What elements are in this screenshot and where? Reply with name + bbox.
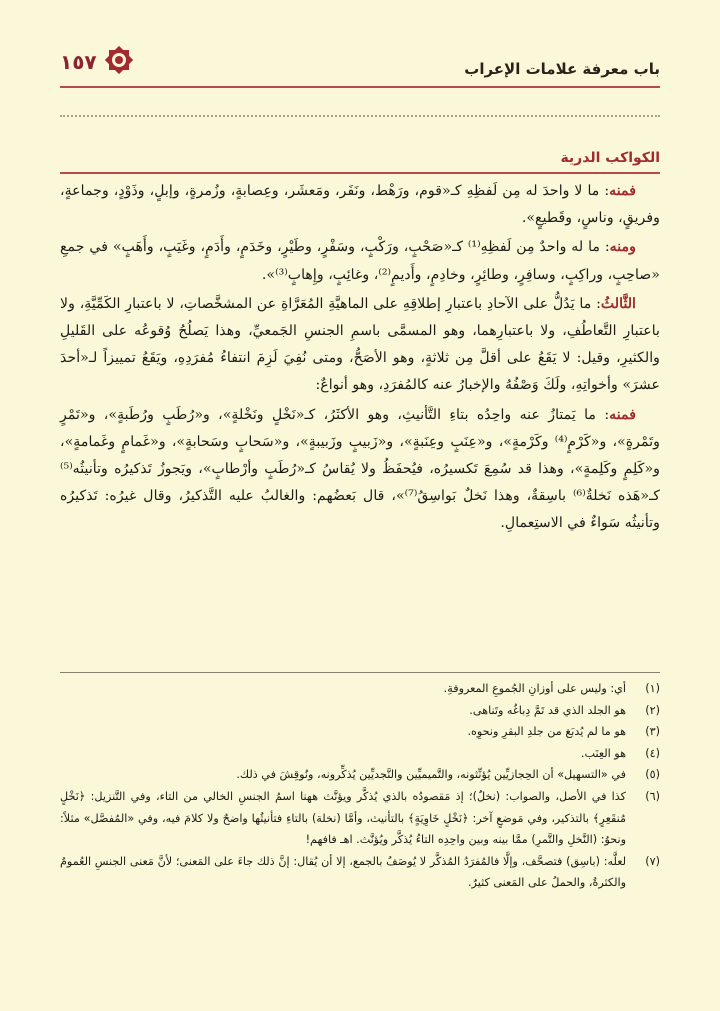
footnote-text: هو ما لم يُدبَغ من جلدِ البقرِ ونحوِه. (467, 725, 626, 739)
footnote-text: هو العِنَب. (580, 746, 626, 760)
footnote-text: أي: وليس على أوزانِ الجُموعِ المعروفةِ. (443, 682, 626, 695)
footnote-2 (60, 700, 660, 722)
footnote-text: لعلَّه: (باسِق) فتصحَّف، وإلَّا فالمُفرَدُ المُذكَّر لا يُوصَفُ بالجمع، إلا أن يُقال: إنَّ ذلك جاءَ على المَعنى؛ لأنَّ مَعنى الجنسِ العُمومُ والكثرةُ، والحملُ على المَعنى كثيرٌ. (60, 854, 626, 890)
paragraph-lead: ومنه (609, 239, 636, 256)
footnote-text: كذا في الأصل، والصواب: (نخلٌ)؛ إذ مَقصودُه بالذي يُذكَّر ويؤنَّث ههنا اسمُ الجنسِ الخالي من التاء، وفي التَّنزيل: ﴿نَخْلٍ مُنقَعِرٍ﴾ بالتذكير، وفي مَوضعٍ آخر: ﴿نَخْلٍ خَاوِيَةٍ﴾ بالتأنيث، وأمَّا (نخلة) بالتاءِ فتأنيثُها واضحٌ ولا كلامَ فيه، وفي «المُفصَّل» مثلاً: ونحوُ: (النَّخلِ والتَّمرِ) ممَّا بينه وبين واحِدِه التاءُ يُذكَّر ويُؤنَّث. اهـ فافهم! (60, 789, 626, 847)
paragraph-4 (60, 402, 660, 538)
footnote-number: (٣) (645, 725, 660, 739)
footnote-number: (١) (645, 682, 660, 695)
footnote-6 (60, 786, 660, 851)
chapter-title: باب معرفة علامات الإعراب (464, 60, 660, 78)
paragraph-2 (60, 234, 660, 288)
paragraph-1 (60, 178, 660, 232)
main-text (60, 178, 660, 538)
paragraph-lead: فمنه (609, 183, 636, 199)
dotted-divider (60, 115, 660, 117)
footnote-text: في «التسهيل» أن الحِجازيِّين يُؤنِّثونه، والتَّميميِّين والنَّجديِّين يُذكِّرونه، ونُوقِشَ في ذلك. (236, 768, 626, 782)
footnote-text: هو الجلد الذي قد تَمَّ دِباغُه وتَناهى. (469, 703, 626, 717)
footnote-number: (٤) (645, 746, 660, 760)
footnote-7 (60, 851, 660, 894)
paragraph-text: : ما يَمتازُ عنه واحِدُه بتاءِ التَّأنيثِ، وهو الأكثَرُ، كـ«نَخْلٍ ونَخْلةٍ»، و«رُطَبٍ ورُطَبةٍ»، و«تَمْرٍ وتَمْرةٍ»، و«كَرْمٍ⁽⁴⁾ وكَرْمةٍ»، و«عِنَبٍ وعِنَبةٍ»، و«زَبيبٍ وزَبيبةٍ»، و«سَحابٍ وسَحابةٍ»، و«غَمامٍ وغَمامةٍ»، و«كَلِمٍ وكَلِمةٍ»، وهذا قد سُمِعَ تَكسيرُه، فيُحفَظُ ولا يُقاسُ كـ«رُطَبٍ وأرْطابٍ»، ويَجوزُ تَذكيرُه وتأنيثُه⁽⁵⁾ كـ«هَذه نَخلةٌ⁽⁶⁾ باسِقةٌ، وهذا نَخلٌ بَواسِقُ⁽⁷⁾»، قال بَعضُهم: والغالبُ عليه التَّذكيرُ، وقال غيرُه: تَذكيرُه وتأنيثُه سَواءٌ في الاستِعمالِ. (60, 406, 661, 532)
paragraph-text: : ما يَدُلُّ على الآحادِ باعتبارِ إطلاقِهِ على الماهيَّةِ المُعَرَّاةِ عن المشخَّصاتِ، لا باعتبارِ الكَمِّيَّةِ، ولا باعتبارِ التَّعاطُفِ، ولا باعتبارِهما، وهو المسمَّى باسمِ الجنسِ الجَمعيِّ، وهذا يَصلُحُ وُقوعُه على القَليلِ والكثيرِ، وقيل: لا يَقَعُ على أقلَّ مِن ثلاثةٍ، وهو الأصَحُّ، ومتى نُفِيَ لَزِمَ انتفاءُ مُفرَدِهِ، ويَقَعُ تمييزاً لـ«أحدَ عشرَ» وأخواتِهِ، ولَكَ وَصْفُهُ والإخبارُ عنه كالمُفرَدِ، وهو أنواعٌ: (60, 295, 660, 394)
footnote-4 (60, 743, 660, 765)
paragraph-3 (60, 291, 660, 400)
section-rule (60, 172, 660, 174)
octagram-ornament-icon (101, 42, 137, 82)
page-number-badge (60, 42, 137, 82)
footnote-3 (60, 721, 660, 743)
footnote-rule (60, 672, 660, 673)
footnote-1 (60, 678, 660, 700)
footnote-5 (60, 764, 660, 786)
section-title: الكواكب الدرية (560, 150, 660, 166)
header-rule (60, 86, 660, 88)
footnote-number: (٢) (645, 703, 660, 717)
footnote-number: (٦) (645, 789, 660, 803)
page-number: ١٥٧ (60, 50, 97, 74)
footnote-number: (٧) (645, 854, 660, 868)
paragraph-lead: فمنه (609, 406, 636, 423)
footnotes (60, 678, 660, 894)
page-header (60, 38, 660, 88)
paragraph-text: : ما له واحدٌ مِن لَفظِهِ⁽¹⁾ كـ«صَحْبٍ، ورَكْبٍ، وسَفْرٍ، وطَيْرٍ، وخَدَمٍ، وأَدَمٍ، وغَيَبٍ، وأَهَبٍ» في جمعِ «صاحِبٍ، وراكِبٍ، وسافِرٍ، وطائِرٍ، وخادِمٍ، وأَديمٍ⁽²⁾، وغائِبٍ، وإِهابٍ⁽³⁾». (60, 239, 660, 283)
footnote-number: (٥) (645, 768, 660, 782)
paragraph-lead: الثَّالثُ (600, 295, 636, 312)
paragraph-text: : ما لا واحدَ له مِن لَفظِهِ كـ«قوم، ورَهْط، ونَفَر، ومَعشَر، وعِصابةٍ، وزُمرةٍ، وإبلٍ، وذَوْدٍ، وجماعةٍ، وفريقٍ، وناسٍ، وقَطيعٍ». (60, 183, 660, 227)
